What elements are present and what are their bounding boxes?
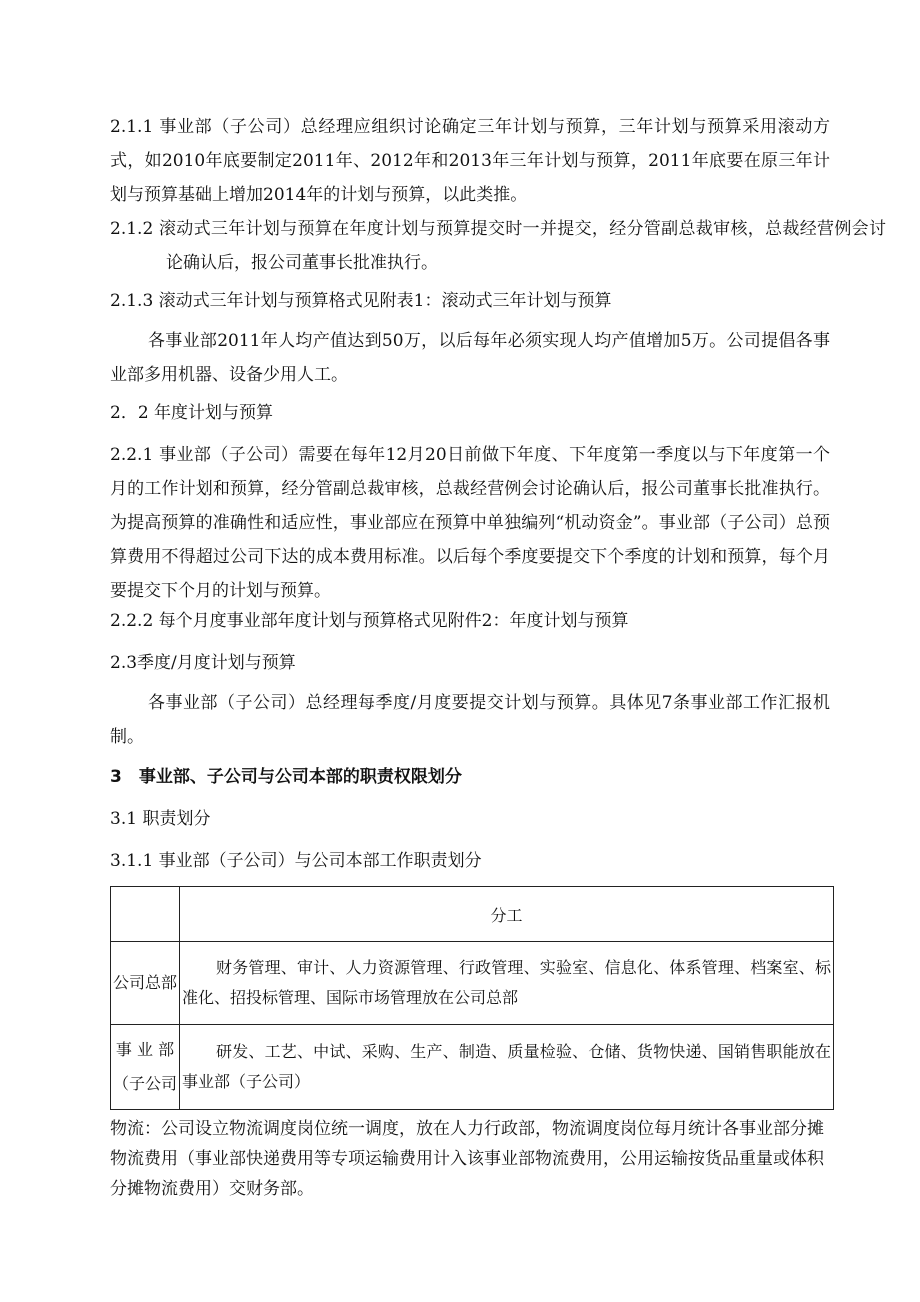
table-cell-unit: 事 业 部（子公司: [111, 1025, 180, 1110]
table-cell-duty-text: 财务管理、审计、人力资源管理、行政管理、实验室、信息化、体系管理、档案室、标准化、招投标管理、国际市场管理放在公司总部: [182, 958, 831, 1007]
heading-2-2: 2．2 年度计划与预算: [110, 403, 274, 423]
table-cell-unit: 公司总部: [111, 942, 180, 1025]
paragraph-2-1-1: 2.1.1 事业部（子公司）总经理应组织讨论确定三年计划与预算，三年计划与预算采用滚动方式，如2010年底要制定2011年、2012年和2013年三年计划与预算，2011年底要在原三年计划与预算基础上增加2014年的计划与预算，以此类推。: [110, 117, 830, 205]
paragraph-2-1-3-note: 各事业部2011年人均产值达到50万，以后每年必须实现人均产值增加5万。公司提倡各事业部多用机器、设备少用人工。: [110, 331, 830, 385]
duty-division-table: [110, 886, 834, 1110]
table-header-blank: [111, 887, 180, 942]
paragraph-2-2-1: 2.2.1 事业部（子公司）需要在每年12月20日前做下年度、下年度第一季度以与下年度第一个月的工作计划和预算，经分管副总裁审核，总裁经营例会讨论确认后，报公司董事长批准执行。为提高预算的准确性和适应性，事业部应在预算中单独编列“机动资金”。事业部（子公司）总预算费用不得超过公司下达的成本费用标准。以后每个季度要提交下个季度的计划和预算，每个月要提交下个月的计划与预算。: [110, 445, 830, 601]
heading-3: 3 事业部、子公司与公司本部的职责权限划分: [110, 767, 462, 787]
paragraph-2-1-2: 2.1.2 滚动式三年计划与预算在年度计划与预算提交时一并提交，经分管副总裁审核，总裁经营例会讨论确认后，报公司董事长批准执行。: [110, 219, 886, 273]
paragraph-2-2-2: 2.2.2 每个月度事业部年度计划与预算格式见附件2：年度计划与预算: [110, 611, 629, 631]
heading-2-3: 2.3季度/月度计划与预算: [110, 653, 296, 673]
logistics-note: 物流：公司设立物流调度岗位统一调度，放在人力行政部，物流调度岗位每月统计各事业部分摊物流费用（事业部快递费用等专项运输费用计入该事业部物流费用，公用运输按货品重量或体积分摊物流费用）交财务部。: [110, 1119, 824, 1199]
heading-3-1-1: 3.1.1 事业部（子公司）与公司本部工作职责划分: [110, 851, 482, 871]
table-header-row: [111, 887, 834, 942]
table-row: [111, 942, 834, 1025]
table-header-division: 分工: [180, 887, 834, 942]
paragraph-2-1-3: 2.1.3 滚动式三年计划与预算格式见附表1：滚动式三年计划与预算: [110, 291, 612, 311]
heading-3-1: 3.1 职责划分: [110, 809, 211, 829]
table-cell-duty: [180, 1025, 834, 1110]
table-cell-duty: [180, 942, 834, 1025]
table-cell-duty-text: 研发、工艺、中试、采购、生产、制造、质量检验、仓储、货物快递、国销售职能放在事业部（子公司）: [182, 1042, 831, 1091]
table-row: [111, 1025, 834, 1110]
paragraph-2-3: 各事业部（子公司）总经理每季度/月度要提交计划与预算。具体见7条事业部工作汇报机制。: [110, 693, 830, 747]
